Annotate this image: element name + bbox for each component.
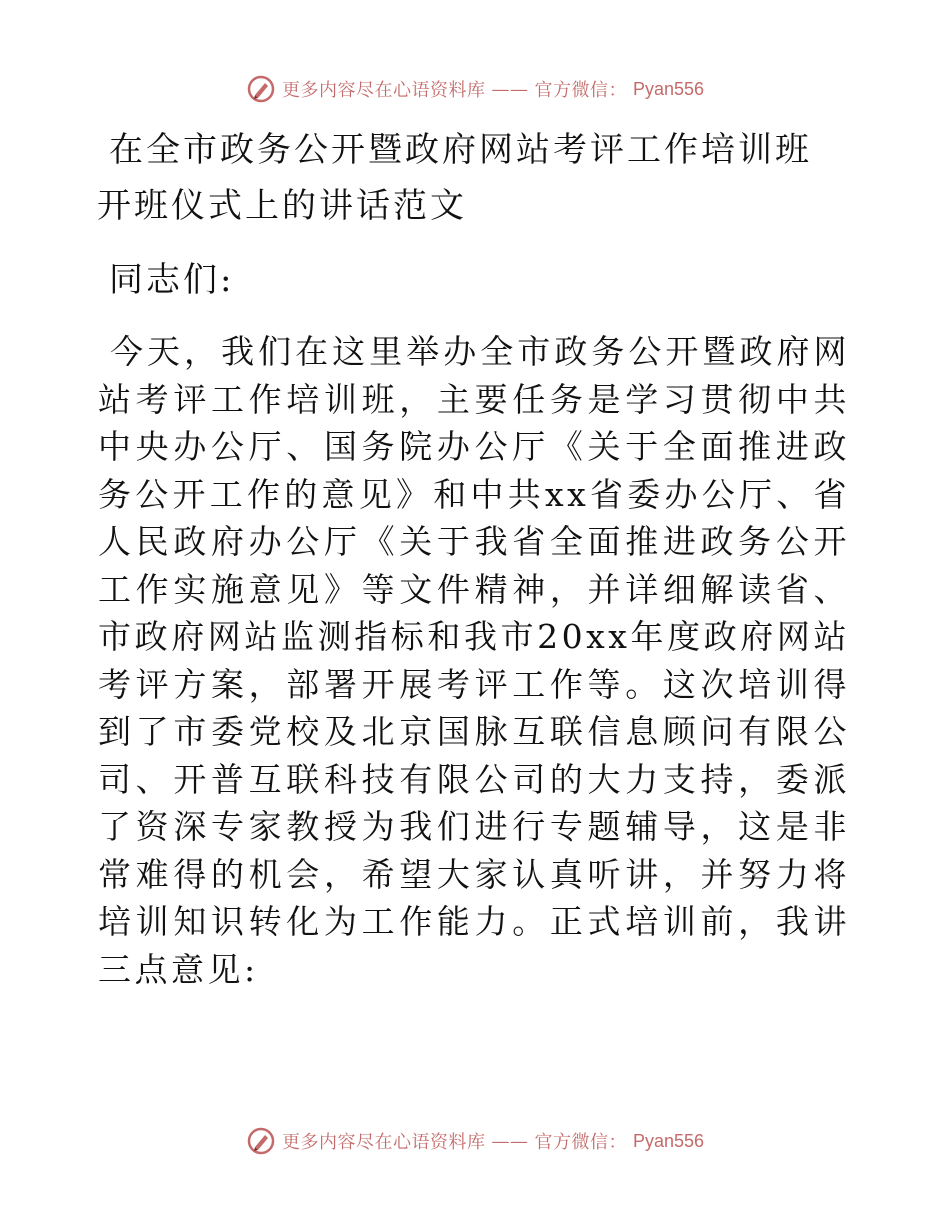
watermark-wechat-id: Pyan556 bbox=[632, 1130, 705, 1151]
pen-logo-icon bbox=[246, 74, 276, 104]
watermark-dash: —— bbox=[491, 78, 529, 100]
watermark-text: 更多内容尽在心语资料库 bbox=[281, 1132, 486, 1153]
watermark-wechat-label: 官方微信： bbox=[534, 1132, 627, 1153]
pen-logo-icon bbox=[246, 1126, 276, 1156]
document-title: 在全市政务公开暨政府网站考评工作培训班开班仪式上的讲话范文 bbox=[97, 130, 812, 226]
watermark-wechat-id: Pyan556 bbox=[632, 78, 705, 99]
body-paragraph: 今天，我们在这里举办全市政务公开暨政府网站考评工作培训班，主要任务是学习贯彻中共中央办公厅、国务院办公厅《关于全面推进政务公开工作的意见》和中共xx省委办公厅、省人民政府办公厅《关于我省全面推进政务公开工作实施意见》等文件精神，并详细解读省、市政府网站监测指标和我市20xx年度政府网站考评方案，部署开展考评工作等。这次培训得到了市委党校及北京国脉互联信息顾问有限公司、开普互联科技有限公司的大力支持，委派了资深专家教授为我们进行专题辅导，这是非常难得的机会，希望大家认真听讲，并努力将培训知识转化为工作能力。正式培训前，我讲三点意见: bbox=[98, 332, 850, 989]
footer-watermark bbox=[0, 1126, 950, 1156]
watermark-dash: —— bbox=[491, 1130, 529, 1152]
watermark-wechat-label: 官方微信： bbox=[534, 80, 627, 101]
salutation: 同志们: bbox=[109, 260, 235, 300]
watermark-text: 更多内容尽在心语资料库 bbox=[281, 80, 486, 101]
header-watermark bbox=[0, 74, 950, 104]
